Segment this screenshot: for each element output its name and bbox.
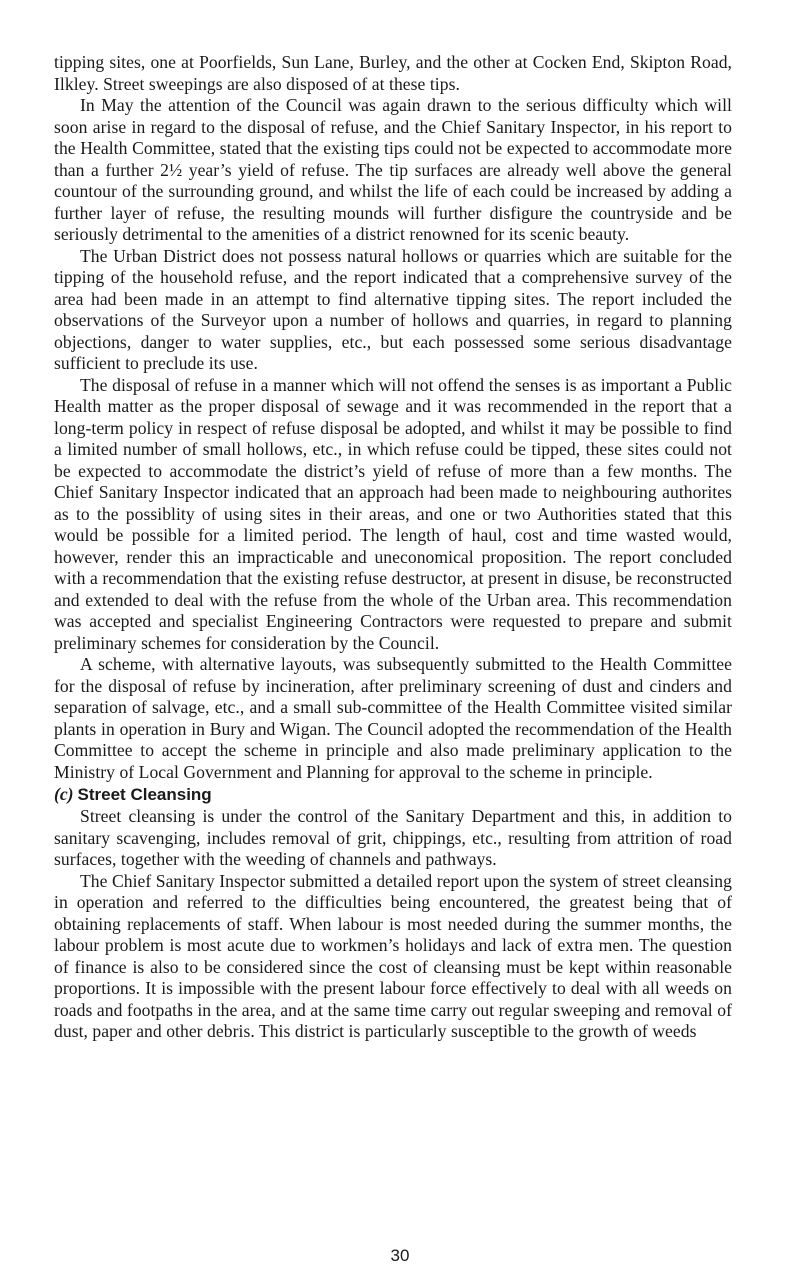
paragraph-street-cleansing-control: Street cleansing is under the control of the Sanitary Department and this, in addition to sanitary scavenging, includes removal of grit, chippings, etc., resulting from attrition of road surfaces, together with the weeding of channels and pathways.: [54, 806, 732, 869]
paragraph-tipping-sites: tipping sites, one at Poorfields, Sun Lane, Burley, and the other at Cocken End, Skipton Road, Ilkley. Street sweepings are also disposed of at these tips.: [54, 52, 732, 94]
section-heading-street-cleansing: [54, 783, 732, 806]
paragraph-natural-hollows: The Urban District does not possess natural hollows or quarries which are suitable for the tipping of the household refuse, and the report indicated that a comprehensive survey of the area had been made in an attempt to find alternative tipping sites. The report included the observations of the Surveyor upon a number of hollows and quarries, in regard to planning objections, danger to water supplies, etc., but each possessed some serious disadvantage sufficient to preclude its use.: [54, 245, 732, 373]
paragraph-incineration-scheme: A scheme, with alternative layouts, was subsequently submitted to the Health Committee for the disposal of refuse by incineration, after preliminary screening of dust and cinders and separation of salvage, etc., and a small sub-committee of the Health Committee visited similar plants in operation in Bury and Wigan. The Council adopted the recommendation of the Health Committee to accept the scheme in principle and also made preliminary application to the Ministry of Local Government and Planning for approval to the scheme in principle.: [54, 654, 732, 782]
paragraph-refuse-disposal-policy: The disposal of refuse in a manner which will not offend the senses is as important a Public Health matter as the proper disposal of sewage and it was recommended in the report that a long-term policy in respect of refuse disposal be adopted, and whilst it may be possible to find a limited number of small hollows, etc., in which refuse could be tipped, these sites could not be expected to accommodate the district’s yield of refuse of more than a few months. The Chief Sanitary Inspector indicated that an approach had been made to neighbouring authorites as to the possiblity of using sites in their areas, and one or two Authorities stated that this would be possible for a limited period. The length of haul, cost and time wasted would, however, render this an impracticable and uneconomical proposition. The report concluded with a recommendation that the existing refuse destructor, at present in disuse, be reconstructed and extended to deal with the refuse from the whole of the Urban area. This recommendation was accepted and specialist Engineering Contractors were requested to prepare and submit preliminary schemes for consideration by the Council.: [54, 374, 732, 653]
section-label: (c): [54, 784, 74, 804]
paragraph-serious-difficulty: In May the attention of the Council was again drawn to the serious difficulty which will soon arise in regard to the disposal of refuse, and the Chief Sanitary Inspector, in his report to the Health Committee, stated that the existing tips could not be expected to accommodate more than a further 2½ year’s yield of refuse. The tip surfaces are already well above the general countour of the surrounding ground, and whilst the life of each could be increased by adding a further layer of refuse, the resulting mounds will further disfigure the countryside and be seriously detrimental to the amenities of a district renowned for its scenic beauty.: [54, 95, 732, 244]
paragraph-street-cleansing-report: The Chief Sanitary Inspector submitted a detailed report upon the system of street cleansing in operation and referred to the difficulties being encountered, the greatest being that of obtaining replacements of staff. When labour is most needed during the summer months, the labour problem is most acute due to workmen’s holidays and lack of extra men. The question of finance is also to be considered since the cost of cleansing must be kept within reasonable proportions. It is impossible with the present labour force effectively to deal with all weeds on roads and footpaths in the area, and at the same time carry out regular sweeping and removal of dust, paper and other debris. This district is particularly susceptible to the growth of weeds: [54, 870, 732, 1041]
page-number: 30: [390, 1246, 410, 1265]
section-title: Street Cleansing: [77, 785, 212, 804]
